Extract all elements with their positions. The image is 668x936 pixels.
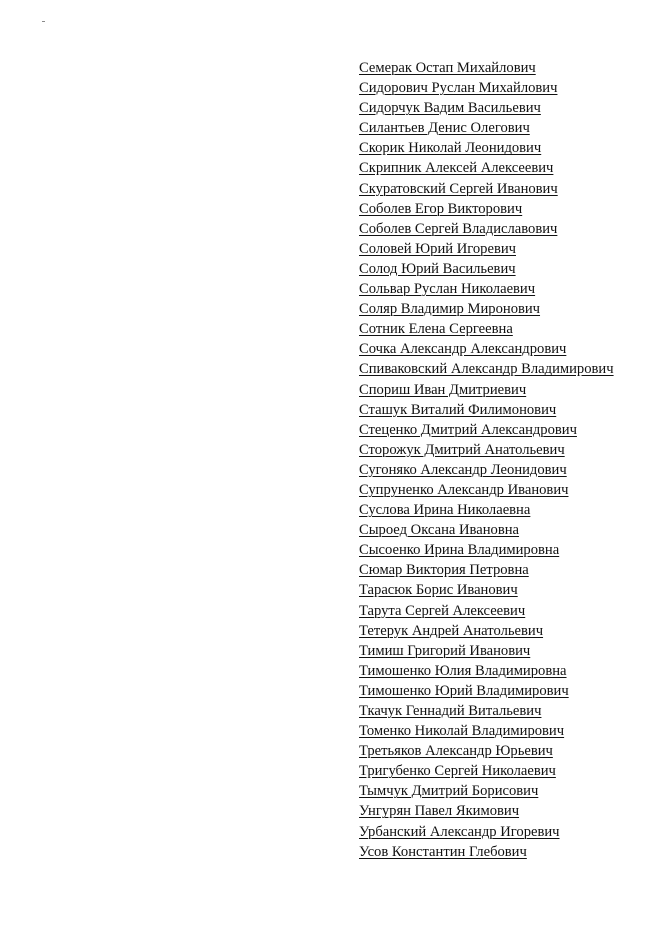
list-item: Силантьев Денис Олегович [359, 120, 530, 137]
list-item: Сысоенко Ирина Владимировна [359, 542, 560, 559]
list-item: Соболев Егор Викторович [359, 200, 523, 217]
list-item: Урбанский Александр Игоревич [359, 823, 560, 840]
list-item: Тимошенко Юлия Владимировна [359, 662, 567, 679]
list-item: Томенко Николай Владимирович [359, 723, 565, 740]
list-item: Супруненко Александр Иванович [359, 481, 569, 498]
list-item: Соляр Владимир Миронович [359, 301, 541, 318]
list-item: Сугоняко Александр Леонидович [359, 461, 567, 478]
list-item: Третьяков Александр Юрьевич [359, 743, 553, 760]
list-item: Тимиш Григорий Иванович [359, 642, 531, 659]
list-item: Сторожук Дмитрий Анатольевич [359, 441, 565, 458]
list-item: Тымчук Дмитрий Борисович [359, 783, 539, 800]
list-item: Сольвар Руслан Николаевич [359, 281, 536, 298]
list-item: Соболев Сергей Владиславович [359, 220, 558, 237]
list-item: Сташук Виталий Филимонович [359, 401, 557, 418]
list-item: Соловей Юрий Игоревич [359, 240, 516, 257]
list-item: Усов Константин Глебович [359, 843, 527, 860]
list-item: Суслова Ирина Николаевна [359, 502, 531, 519]
list-item: Солод Юрий Васильевич [359, 260, 516, 277]
list-item: Тарасюк Борис Иванович [359, 582, 518, 599]
list-item: Спориш Иван Дмитриевич [359, 381, 527, 398]
list-item: Тарута Сергей Алексеевич [359, 602, 526, 619]
list-item: Сочка Александр Александрович [359, 341, 567, 358]
list-item: Спиваковский Александр Владимирович [359, 361, 614, 378]
list-item: Скорик Николай Леонидович [359, 140, 542, 157]
list-item: Тимошенко Юрий Владимирович [359, 682, 569, 699]
name-list [359, 58, 614, 862]
scan-speck [42, 21, 45, 22]
list-item: Ткачук Геннадий Витальевич [359, 703, 542, 719]
list-item: Унгурян Павел Якимович [359, 803, 520, 820]
list-item: Сюмар Виктория Петровна [359, 562, 529, 579]
list-item: Сыроед Оксана Ивановна [359, 522, 520, 539]
list-item: Сотник Елена Сергеевна [359, 321, 513, 338]
list-item: Сидорович Руслан Михайлович [359, 80, 558, 97]
list-item: Тетерук Андрей Анатольевич [359, 622, 544, 639]
list-item: Семерак Остап Михайлович [359, 60, 536, 76]
list-item: Сидорчук Вадим Васильевич [359, 100, 541, 117]
list-item: Скуратовский Сергей Иванович [359, 180, 558, 197]
list-item: Стеценко Дмитрий Александрович [359, 421, 577, 438]
list-item: Тригубенко Сергей Николаевич [359, 763, 556, 780]
list-item: Скрипник Алексей Алексеевич [359, 160, 554, 177]
